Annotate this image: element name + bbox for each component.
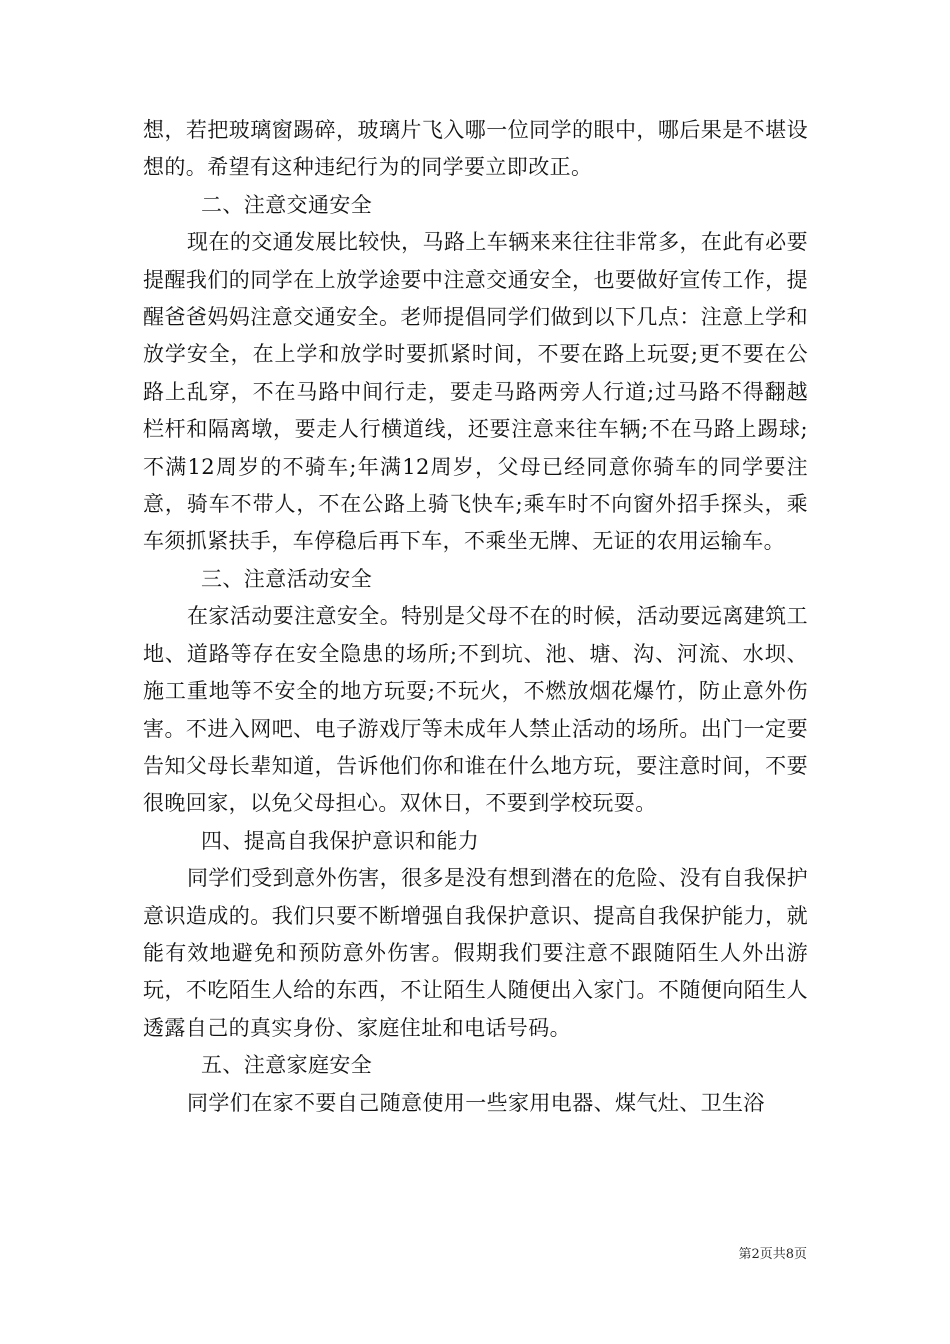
paragraph-self-protection: 同学们受到意外伤害，很多是没有想到潜在的危险、没有自我保护意识造成的。我们只要不断增强自我保护意识、提高自我保护能力，就能有效地避免和预防意外伤害。假期我们要注意不跟随陌生人外出游玩，不吃陌生人给的东西，不让陌生人随便出入家门。不随便向陌生人透露自己的真实身份、家庭住址和电话号码。 (143, 866, 808, 1040)
paragraph-continuation: 想，若把玻璃窗踢碎，玻璃片飞入哪一位同学的眼中，哪后果是不堪设想的。希望有这种违纪行为的同学要立即改正。 (143, 118, 808, 180)
document-body (143, 112, 808, 1122)
paragraph-activity: 在家活动要注意安全。特别是父母不在的时候，活动要远离建筑工地、道路等存在安全隐患的场所;不到坑、池、塘、沟、河流、水坝、施工重地等不安全的地方玩耍;不玩火，不燃放烟花爆竹，防止意外伤害。不进入网吧、电子游戏厅等未成年人禁止活动的场所。出门一定要告知父母长辈知道，告诉他们你和谁在什么地方玩，要注意时间，不要很晚回家，以免父母担心。双休日，不要到学校玩耍。 (143, 604, 808, 816)
section-heading-activity: 三、注意活动安全 (201, 566, 373, 591)
section-heading-home: 五、注意家庭安全 (201, 1053, 373, 1078)
paragraph-traffic: 现在的交通发展比较快，马路上车辆来来往往非常多，在此有必要提醒我们的同学在上放学途要中注意交通安全，也要做好宣传工作，提醒爸爸妈妈注意交通安全。老师提倡同学们做到以下几点：注意上学和放学安全，在上学和放学时要抓紧时间，不要在路上玩耍;更不要在公路上乱穿，不在马路中间行走，要走马路两旁人行道;过马路不得翻越栏杆和隔离墩，要走人行横道线，还要注意来往车辆;不在马路上踢球;不满12周岁的不骑车;年满12周岁，父母已经同意你骑车的同学要注意，骑车不带人，不在公路上骑飞快车;乘车时不向窗外招手探头，乘车须抓紧扶手，车停稳后再下车，不乘坐无牌、无证的农用运输车。 (143, 230, 808, 554)
paragraph-home: 同学们在家不要自己随意使用一些家用电器、煤气灶、卫生浴 (187, 1090, 765, 1115)
page-number: 第2页共8页 (738, 1247, 807, 1262)
section-heading-self-protection: 四、提高自我保护意识和能力 (201, 828, 480, 853)
section-heading-traffic: 二、注意交通安全 (201, 192, 373, 217)
